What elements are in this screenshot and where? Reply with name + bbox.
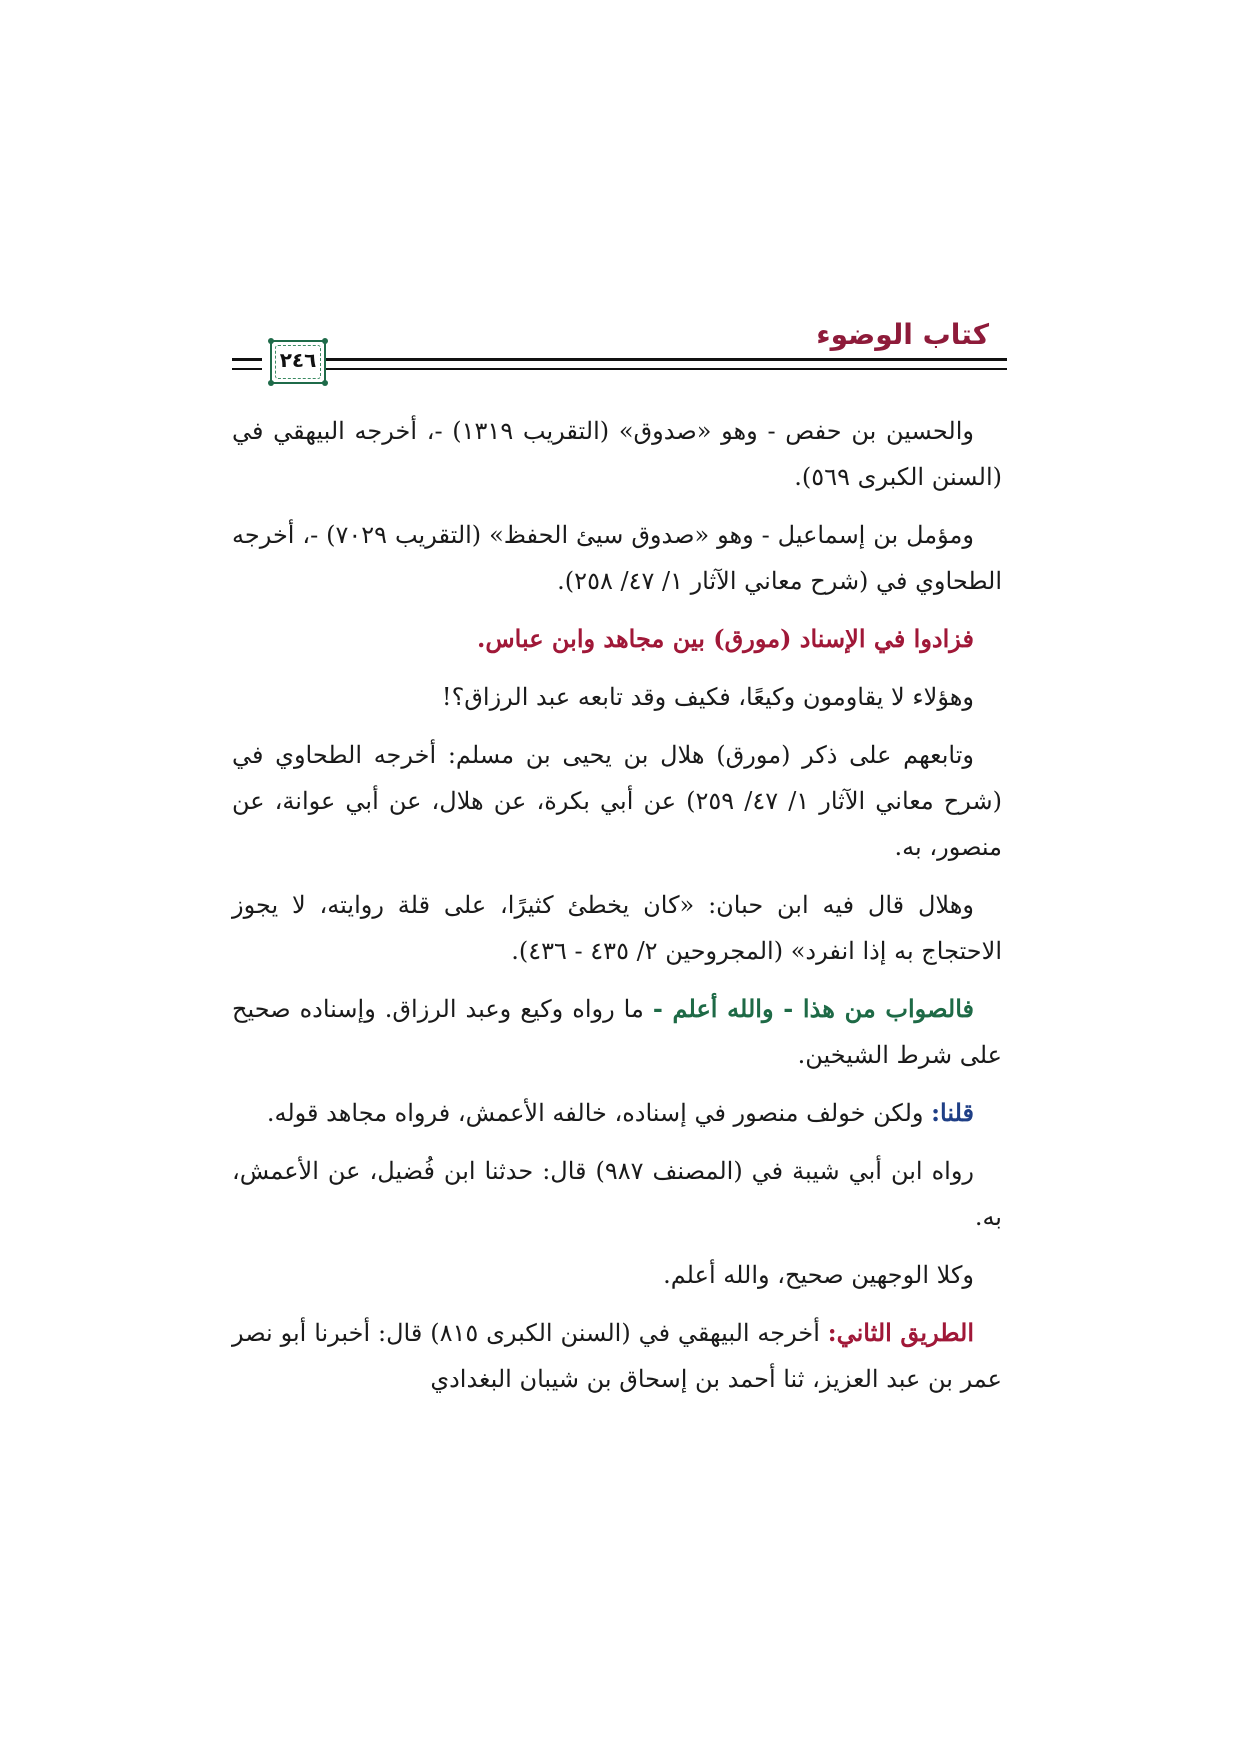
highlighted-lead-in: قلنا: [931,1098,974,1127]
header-rule-bottom [295,368,1007,370]
paragraph-10 [232,1252,1002,1298]
paragraph-4 [232,674,1002,720]
paragraph-5 [232,732,1002,870]
paragraph-6 [232,882,1002,974]
page-number-ornament-frame [270,340,326,384]
highlighted-verdict: فالصواب من هذا - والله أعلم - [652,994,974,1023]
paragraph-text: ولكن خولف منصور في إسناده، خالفه الأعمش، فرواه مجاهد قوله. [266,1099,932,1127]
paragraph-text: وتابعهم على ذكر (مورق) هلال بن يحيى بن مسلم: أخرجه الطحاوي في (شرح معاني الآثار ١/ ٤٧/ ٢٥٩) عن أبي بكرة، عن هلال، عن أبي عوانة، عن منصور، به. [232,741,1003,861]
paragraph-8 [232,1090,1002,1136]
paragraph-9 [232,1148,1002,1240]
header-rule-left-bottom [232,368,262,370]
page-body [232,408,1002,1414]
paragraph-text: والحسين بن حفص - وهو «صدوق» (التقريب ١٣١٩) -، أخرجه البيهقي في (السنن الكبرى ٥٦٩). [232,417,1002,491]
header-rule-left-top [232,358,262,361]
paragraph-3 [232,616,1002,662]
ornament-corner-dot [268,338,274,344]
paragraph-text: ما رواه وكيع وعبد الرزاق. وإسناده صحيح على شرط الشيخين. [232,995,1002,1069]
paragraph-7 [232,986,1002,1078]
paragraph-text: رواه ابن أبي شيبة في (المصنف ٩٨٧) قال: حدثنا ابن فُضيل، عن الأعمش، به. [232,1157,1002,1231]
highlighted-section-heading: الطريق الثاني: [827,1318,974,1347]
highlighted-conclusion: فزادوا في الإسناد (مورق) بين مجاهد وابن عباس. [476,624,974,653]
page-header [232,312,1007,392]
paragraph-text: وكلا الوجهين صحيح، والله أعلم. [663,1261,974,1289]
ornament-corner-dot [268,380,274,386]
book-title: كتاب الوضوء [816,318,989,351]
paragraph-1 [232,408,1002,500]
paragraph-text: وهلال قال فيه ابن حبان: «كان يخطئ كثيرًا، على قلة روايته، لا يجوز الاحتجاج به إذا انفرد» (المجروحين ٢/ ٤٣٥ - ٤٣٦). [232,891,1002,965]
paragraph-2 [232,512,1002,604]
header-rule-top [295,358,1007,361]
paragraph-text: أخرجه البيهقي في (السنن الكبرى ٨١٥) قال: أخبرنا أبو نصر عمر بن عبد العزيز، ثنا أحمد بن إسحاق بن شيبان البغدادي [232,1319,1002,1393]
paragraph-text: وهؤلاء لا يقاومون وكيعًا، فكيف وقد تابعه عبد الرزاق؟! [441,683,974,711]
ornament-corner-dot [322,380,328,386]
paragraph-11 [232,1310,1002,1402]
paragraph-text: ومؤمل بن إسماعيل - وهو «صدوق سيئ الحفظ» (التقريب ٧٠٢٩) -، أخرجه الطحاوي في (شرح معاني الآثار ١/ ٤٧/ ٢٥٨). [232,521,1002,595]
ornament-corner-dot [322,338,328,344]
page-number: ٢٤٦ [279,348,317,372]
